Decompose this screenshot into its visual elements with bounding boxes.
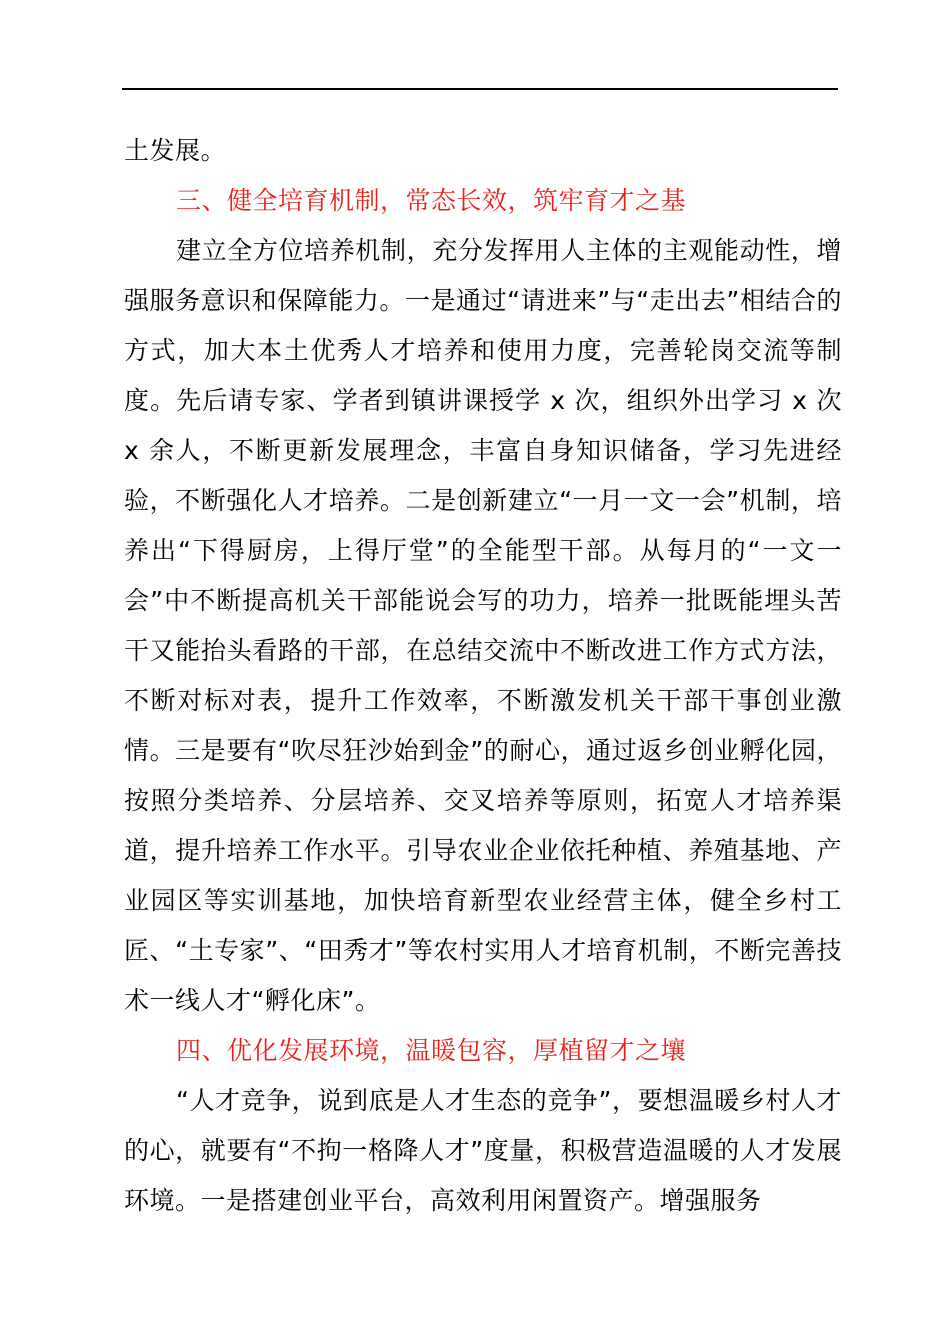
section-heading-3: 三、健全培育机制，常态长效，筑牢育才之基 [176,186,687,215]
continuation-paragraph: 土发展。 [124,136,227,165]
header-rule [122,88,838,90]
section-heading-4: 四、优化发展环境，温暖包容，厚植留才之壤 [176,1036,687,1065]
body-paragraph-3: 建立全方位培养机制，充分发挥用人主体的主观能动性，增强服务意识和保障能力。一是通过“请进来”与“走出去”相结合的方式，加大本土优秀人才培养和使用力度，完善轮岗交流等制度。先后请专家、学者到镇讲课授学 x 次，组织外出学习 x 次 x 余人，不断更新发展理念，丰富自身知识储备，学习先进经验，不断强化人才培养。二是创新建立“一月一文一会”机制，培养出“下得厨房，上得厅堂”的全能型干部。从每月的“一文一会”中不断提高机关干部能说会写的功力，培养一批既能埋头苦干又能抬头看路的干部，在总结交流中不断改进工作方式方法，不断对标对表，提升工作效率，不断激发机关干部干事创业激情。三是要有“吹尽狂沙始到金”的耐心，通过返乡创业孵化园，按照分类培养、分层培养、交叉培养等原则，拓宽人才培养渠道，提升培养工作水平。引导农业企业依托种植、养殖基地、产业园区等实训基地，加快培育新型农业经营主体，健全乡村工匠、“土专家”、“田秀才”等农村实用人才培育机制，不断完善技术一线人才“孵化床”。 [124,236,842,1015]
document-body [124,126,842,1226]
body-paragraph-4: “人才竞争，说到底是人才生态的竞争”，要想温暖乡村人才的心，就要有“不拘一格降人才”度量，积极营造温暖的人才发展环境。一是搭建创业平台，高效利用闲置资产。增强服务 [124,1086,842,1215]
